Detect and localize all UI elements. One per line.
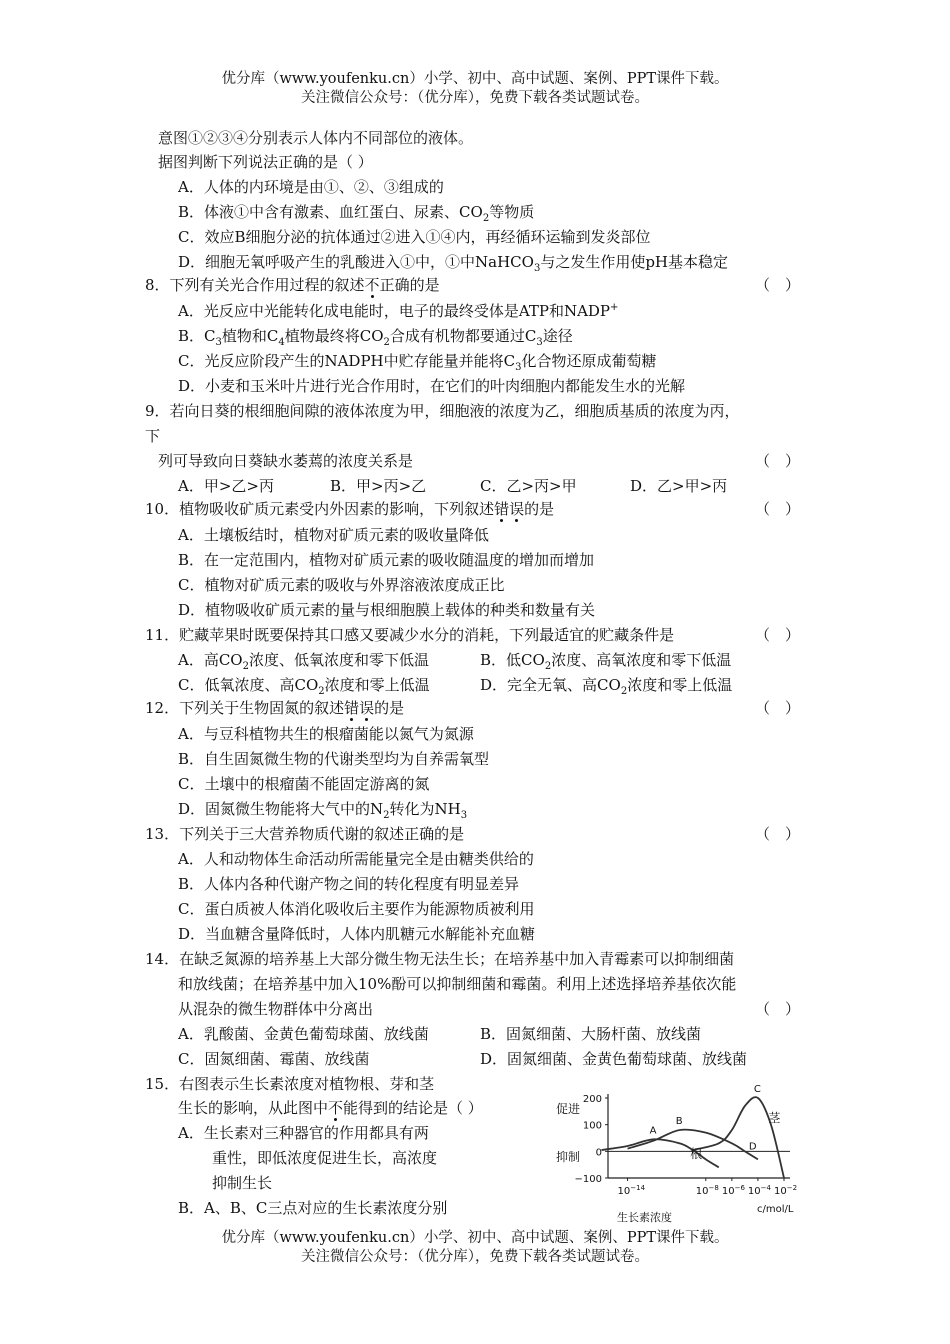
- chart-y-tick-label: −100: [574, 1174, 602, 1185]
- q15-stem-1: 15．右图表示生长素浓度对植物根、芽和茎: [145, 1075, 435, 1093]
- q7-option-a: A．人体的内环境是由①、②、③组成的: [178, 178, 444, 196]
- q7-intro-1: 意图①②③④分别表示人体内不同部位的液体。: [158, 129, 474, 147]
- q15-option-a-line-2: 重性，即低浓度促进生长，高浓度: [212, 1149, 438, 1167]
- chart-unit: c/mol/L: [757, 1204, 794, 1215]
- q8-stem: 8．下列有关光合作用过程的叙述不正确的是: [145, 276, 440, 294]
- q14-answer-blank: （ ）: [755, 1000, 801, 1018]
- q9-stem-2: 列可导致向日葵缺水萎蔫的浓度关系是: [158, 452, 414, 470]
- q10-answer-blank: （ ）: [755, 500, 801, 518]
- q12-option-c: C．土壤中的根瘤菌不能固定游离的氮: [178, 775, 430, 793]
- auxin-concentration-chart: [552, 1078, 822, 1228]
- q11-option-a: A．高$CO_2$浓度、低氧浓度和零下低温: [178, 651, 429, 672]
- q13-option-a: A．人和动物体生命活动所需能量完全是由糖类供给的: [178, 850, 534, 868]
- q11-option-d: D．完全无氧、高$CO_2$浓度和零上低温: [480, 676, 733, 697]
- q15-option-b-line-1: B．A、B、C三点对应的生长素浓度分别: [178, 1199, 448, 1217]
- q11-stem: 11．贮藏苹果时既要保持其口感又要减少水分的消耗，下列最适宜的贮藏条件是: [145, 626, 675, 644]
- q7-option-b: B．体液①中含有激素、血红蛋白、尿素、$CO_2$等物质: [178, 203, 535, 224]
- q12-option-b: B．自生固氮微生物的代谢类型均为自养需氧型: [178, 750, 490, 768]
- header-line-1: 优分库（www.youfenku.cn）小学、初中、高中试题、案例、PPT课件下载。: [221, 71, 729, 87]
- q9-stem-1: 9．若向日葵的根细胞间隙的液体浓度为甲，细胞液的浓度为乙，细胞质基质的浓度为丙，: [145, 402, 740, 420]
- q8-answer-blank: （ ）: [755, 276, 801, 294]
- q14-stem-2: 和放线菌；在培养基中加入10%酚可以抑制细菌和霉菌。利用上述选择培养基依次能: [178, 975, 737, 993]
- q12-option-d: D．固氮微生物能将大气中的$N_2$转化为$NH_3$: [178, 800, 468, 821]
- q12-answer-blank: （ ）: [755, 699, 801, 717]
- chart-xlabel: 生长素浓度: [617, 1211, 672, 1224]
- chart-ylabel-promote: 促进: [556, 1102, 581, 1116]
- q9-answer-blank: （ ）: [755, 452, 801, 470]
- q11-option-c: C．低氧浓度、高$CO_2$浓度和零上低温: [178, 676, 430, 697]
- footer-line-1: 优分库（www.youfenku.cn）小学、初中、高中试题、案例、PPT课件下载。: [221, 1230, 729, 1246]
- chart-point-a: A: [649, 1125, 657, 1137]
- q7-intro-2: 据图判断下列说法正确的是（ ）: [158, 153, 373, 171]
- q14-option-d: D．固氮细菌、金黄色葡萄球菌、放线菌: [480, 1050, 748, 1068]
- chart-x-tick-label: $10^{-14}$: [617, 1184, 646, 1197]
- q14-option-b: B．固氮细菌、大肠杆菌、放线菌: [480, 1025, 702, 1043]
- chart-x-tick-label: $10^{-8}$: [695, 1184, 719, 1197]
- q9-option-a: A．甲>乙>丙: [178, 477, 274, 495]
- q14-option-a: A．乳酸菌、金黄色葡萄球菌、放线菌: [178, 1025, 429, 1043]
- chart-label-root: 根: [690, 1147, 703, 1161]
- chart-y-tick-label: 100: [582, 1120, 602, 1132]
- q13-option-d: D．当血糖含量降低时，人体内肌糖元水解能补充血糖: [178, 925, 536, 943]
- footer-line-2: 关注微信公众号：（优分库），免费下载各类试题试卷。: [301, 1249, 649, 1265]
- q9-option-b: B．甲>丙>乙: [330, 477, 427, 495]
- q9-stem-1b: 下: [145, 427, 161, 445]
- q12-option-a: A．与豆科植物共生的根瘤菌能以氮气为氮源: [178, 725, 474, 743]
- q7-option-c: C．效应B细胞分泌的抗体通过②进入①④内，再经循环运输到发炎部位: [178, 228, 651, 246]
- q14-option-c: C．固氮细菌、霉菌、放线菌: [178, 1050, 370, 1068]
- chart-point-d: D: [748, 1141, 757, 1153]
- header-line-2: 关注微信公众号：（优分库），免费下载各类试题试卷。: [301, 90, 649, 106]
- q13-stem: 13．下列关于三大营养物质代谢的叙述正确的是: [145, 825, 465, 843]
- q12-stem: 12．下列关于生物固氮的叙述错误的是: [145, 699, 405, 717]
- chart-series-stem: [693, 1097, 784, 1178]
- q8-option-d: D．小麦和玉米叶片进行光合作用时，在它们的叶肉细胞内都能发生水的光解: [178, 377, 686, 395]
- chart-label-stem: 茎: [768, 1111, 781, 1125]
- chart-ylabel-inhibit: 抑制: [556, 1150, 581, 1164]
- chart-x-tick-label: $10^{-2}$: [774, 1184, 798, 1197]
- chart-y-tick-label: 200: [582, 1094, 602, 1105]
- q10-option-b: B．在一定范围内，植物对矿质元素的吸收随温度的增加而增加: [178, 551, 595, 569]
- q8-option-b: B．$C_3$植物和$C_4$植物最终将$CO_2$合成有机物都要通过$C_3$途径: [178, 327, 573, 348]
- q11-answer-blank: （ ）: [755, 626, 801, 644]
- q10-option-d: D．植物吸收矿质元素的量与根细胞膜上载体的种类和数量有关: [178, 601, 596, 619]
- chart-point-b: B: [675, 1116, 683, 1127]
- q13-option-c: C．蛋白质被人体消化吸收后主要作为能源物质被利用: [178, 900, 535, 918]
- q15-option-a-line-1: A．生长素对三种器官的作用都具有两: [178, 1124, 429, 1142]
- q14-stem-3: 从混杂的微生物群体中分离出: [178, 1000, 374, 1018]
- q13-option-b: B．人体内各种代谢产物之间的转化程度有明显差异: [178, 875, 520, 893]
- q13-answer-blank: （ ）: [755, 825, 801, 843]
- q9-option-c: C．乙>丙>甲: [480, 477, 577, 495]
- q10-option-c: C．植物对矿质元素的吸收与外界溶液浓度成正比: [178, 576, 505, 594]
- q11-option-b: B．低$CO_2$浓度、高氧浓度和零下低温: [480, 651, 732, 672]
- chart-x-tick-label: $10^{-4}$: [747, 1184, 771, 1197]
- chart-x-tick-label: $10^{-6}$: [721, 1184, 745, 1197]
- q15-stem-2: 生长的影响，从此图中不能得到的结论是（ ）: [178, 1099, 483, 1117]
- q15-option-a-line-3: 抑制生长: [212, 1174, 273, 1192]
- q7-option-d: D．细胞无氧呼吸产生的乳酸进入①中，①中NaHCO$_3$与之发生作用使pH基本稳定: [178, 253, 729, 274]
- chart-point-c: C: [753, 1084, 761, 1095]
- q10-option-a: A．土壤板结时，植物对矿质元素的吸收量降低: [178, 526, 489, 544]
- q14-stem-1: 14．在缺乏氮源的培养基上大部分微生物无法生长；在培养基中加入青霉素可以抑制细菌: [145, 950, 735, 968]
- q9-option-d: D．乙>甲>丙: [630, 477, 728, 495]
- q8-option-a: A．光反应中光能转化成电能时，电子的最终受体是ATP和NADP+: [178, 302, 619, 320]
- q10-stem: 10．植物吸收矿质元素受内外因素的影响，下列叙述错误的是: [145, 500, 555, 518]
- chart-y-tick-label: 0: [595, 1147, 602, 1159]
- q8-option-c: C．光反应阶段产生的NADPH中贮存能量并能将$C_3$化合物还原成葡萄糖: [178, 352, 657, 373]
